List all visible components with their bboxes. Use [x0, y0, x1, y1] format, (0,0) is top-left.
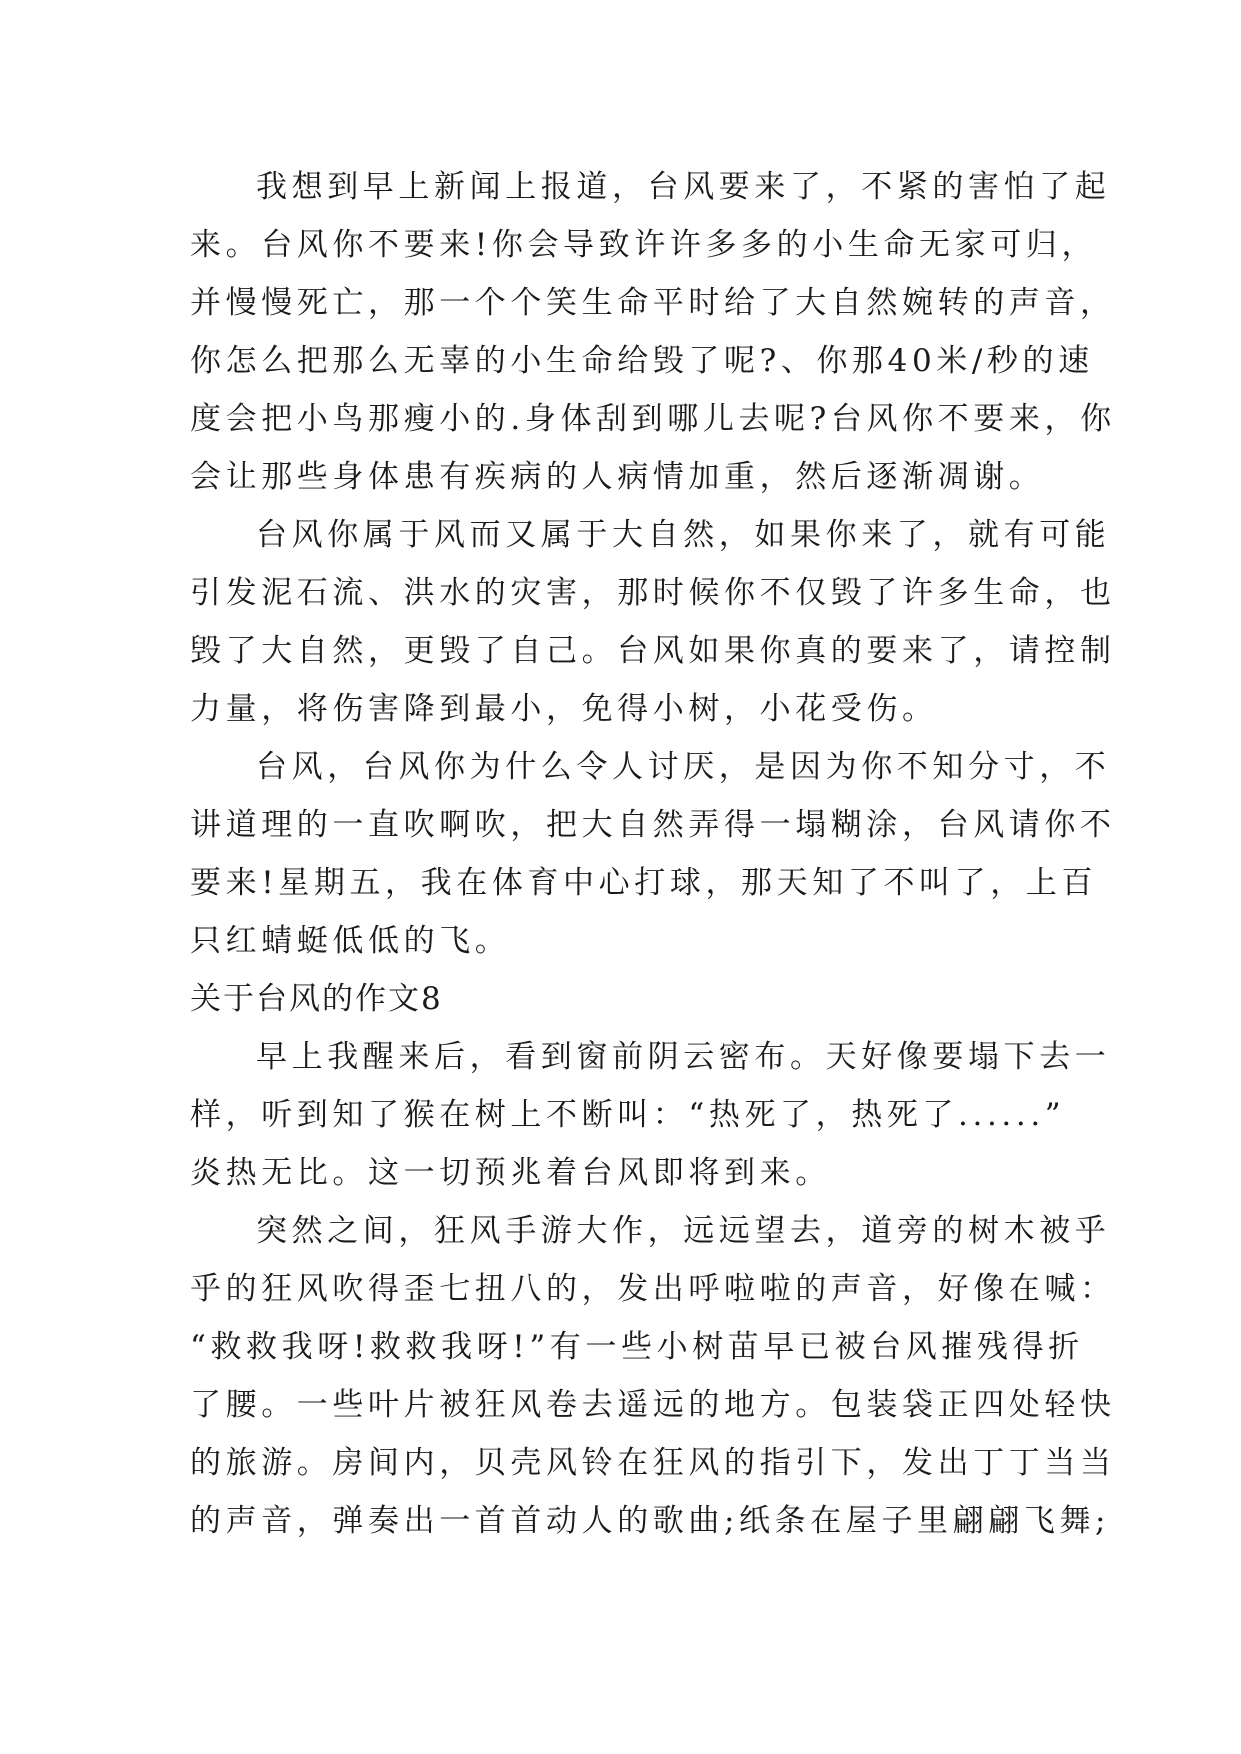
paragraph — [190, 1202, 1116, 1550]
text-line: 度会把小鸟那瘦小的.身体刮到哪儿去呢?台风你不要来，你 — [190, 401, 1116, 437]
text-line: 的旅游。房间内，贝壳风铃在狂风的指引下，发出丁丁当当 — [190, 1445, 1116, 1481]
text-line: 突然之间，狂风手游大作，远远望去，道旁的树木被乎 — [256, 1213, 1111, 1249]
text-line: 炎热无比。这一切预兆着台风即将到来。 — [190, 1155, 831, 1191]
text-line: 来。台风你不要来!你会导致许许多多的小生命无家可归， — [190, 227, 1098, 263]
text-line: 样，听到知了猴在树上不断叫：“热死了，热死了......” — [190, 1097, 1066, 1133]
text-line: 毁了大自然，更毁了自己。台风如果你真的要来了，请控制 — [190, 633, 1116, 669]
text-line: 乎的狂风吹得歪七扭八的，发出呼啦啦的声音，好像在喊： — [190, 1271, 1116, 1307]
text-line: 你怎么把那么无辜的小生命给毁了呢?、你那40米/秒的速 — [190, 343, 1094, 379]
text-line: 力量，将伤害降到最小，免得小树，小花受伤。 — [190, 691, 938, 727]
text-line: “救救我呀!救救我呀!”有一些小树苗早已被台风摧残得折 — [190, 1329, 1084, 1365]
text-line: 早上我醒来后，看到窗前阴云密布。天好像要塌下去一 — [256, 1039, 1111, 1075]
paragraph — [190, 158, 1116, 506]
section-heading: 关于台风的作文8 — [190, 981, 443, 1017]
paragraph — [190, 1028, 1111, 1202]
text-line: 台风，台风你为什么令人讨厌，是因为你不知分寸，不 — [256, 749, 1111, 785]
text-line: 引发泥石流、洪水的灾害，那时候你不仅毁了许多生命，也 — [190, 575, 1116, 611]
text-line: 会让那些身体患有疾病的人病情加重，然后逐渐凋谢。 — [190, 459, 1045, 495]
text-line: 讲道理的一直吹啊吹，把大自然弄得一塌糊涂，台风请你不 — [190, 807, 1116, 843]
text-line: 我想到早上新闻上报道，台风要来了，不紧的害怕了起 — [256, 169, 1111, 205]
paragraph — [190, 506, 1116, 738]
document-body — [190, 158, 1116, 1550]
text-line: 只红蜻蜓低低的飞。 — [190, 923, 511, 959]
text-line: 的声音，弹奏出一首首动人的歌曲;纸条在屋子里翩翩飞舞; — [190, 1503, 1111, 1539]
text-line: 并慢慢死亡，那一个个笑生命平时给了大自然婉转的声音， — [190, 285, 1116, 321]
paragraph — [190, 738, 1116, 970]
text-line: 了腰。一些叶片被狂风卷去遥远的地方。包装袋正四处轻快 — [190, 1387, 1116, 1423]
text-line: 要来!星期五，我在体育中心打球，那天知了不叫了，上百 — [190, 865, 1098, 901]
text-line: 台风你属于风而又属于大自然，如果你来了，就有可能 — [256, 517, 1111, 553]
